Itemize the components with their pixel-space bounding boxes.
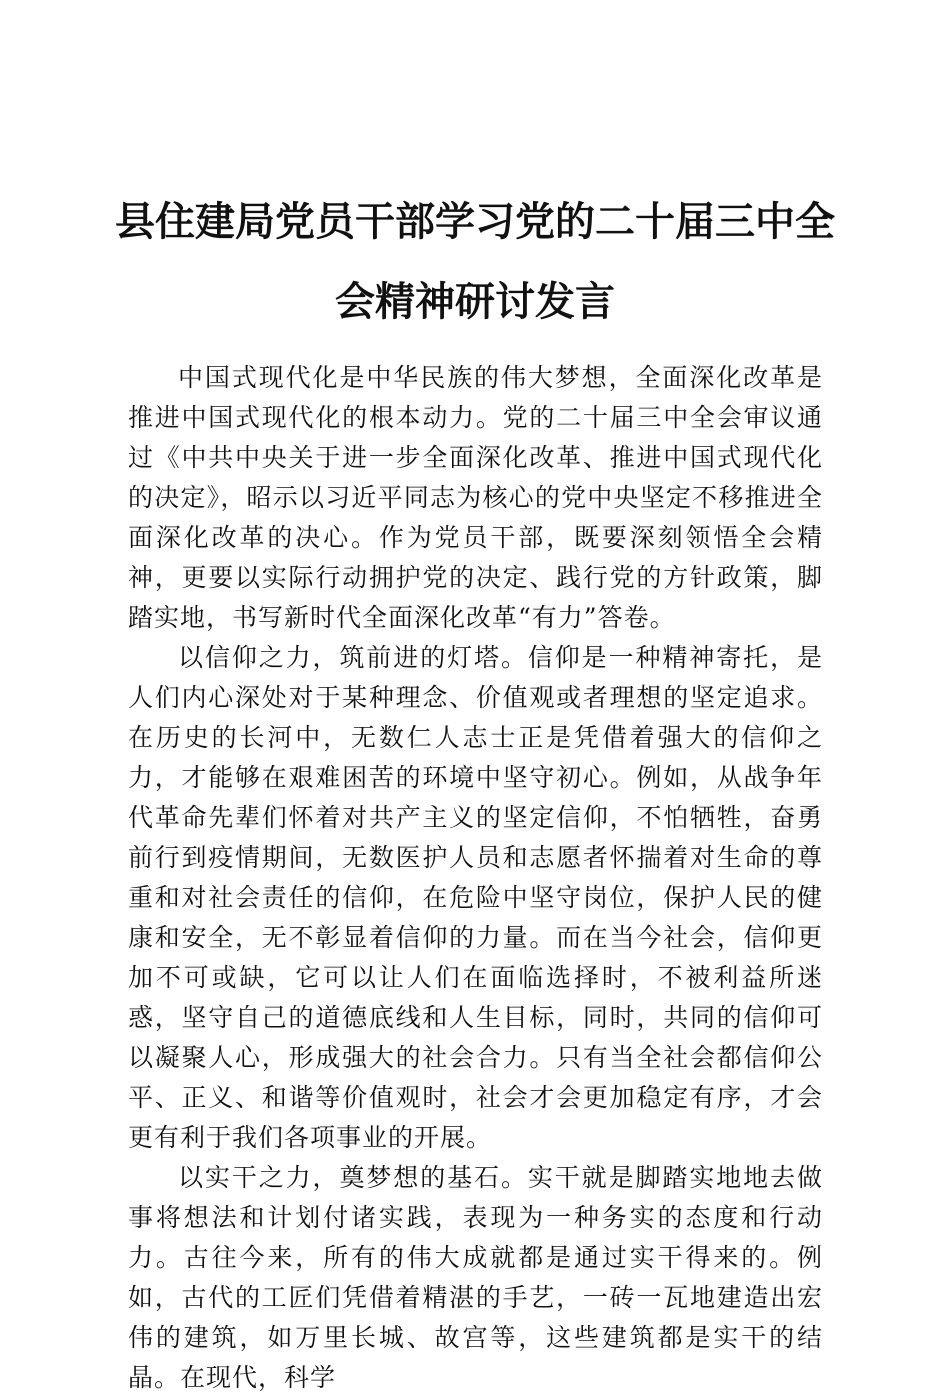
paragraph-practice: 以实干之力，奠梦想的基石。实干就是脚踏实地地去做事将想法和计划付诸实践，表现为一种务实的态度和行动力。古往今来，所有的伟大成就都是通过实干得来的。例如，古代的工匠们凭借着精湛的手艺，一砖一瓦地建造出宏伟的建筑，如万里长城、故宫等，这些建筑都是实干的结晶。在现代，科学 [128,1163,823,1392]
paragraph-intro: 中国式现代化是中华民族的伟大梦想，全面深化改革是推进中国式现代化的根本动力。党的二十届三中全会审议通过《中共中央关于进一步全面深化改革、推进中国式现代化的决定》，昭示以习近平同志为核心的党中央坚定不移推进全面深化改革的决心。作为党员干部，既要深刻领悟全会精神，更要以实际行动拥护党的决定、践行党的方针政策，脚踏实地，书写新时代全面深化改革“有力”答卷。 [128,363,823,632]
document-body [128,358,823,1398]
paragraph-faith: 以信仰之力，筑前进的灯塔。信仰是一种精神寄托，是人们内心深处对于某种理念、价值观或者理想的坚定追求。在历史的长河中，无数仁人志士正是凭借着强大的信仰之力，才能够在艰难困苦的环境中坚守初心。例如，从战争年代革命先辈们怀着对共产主义的坚定信仰，不怕牺牲，奋勇前行到疫情期间，无数医护人员和志愿者怀揣着对生命的尊重和对社会责任的信仰，在危险中坚守岗位，保护人民的健康和安全，无不彰显着信仰的力量。而在当今社会，信仰更加不可或缺，它可以让人们在面临选择时，不被利益所迷惑，坚守自己的道德底线和人生目标，同时，共同的信仰可以凝聚人心，形成强大的社会合力。只有当全社会都信仰公平、正义、和谐等价值观时，社会才会更加稳定有序，才会更有利于我们各项事业的开展。 [128,643,823,1152]
document-title: 县住建局党员干部学习党的二十届三中全会精神研讨发言 [115,198,835,325]
